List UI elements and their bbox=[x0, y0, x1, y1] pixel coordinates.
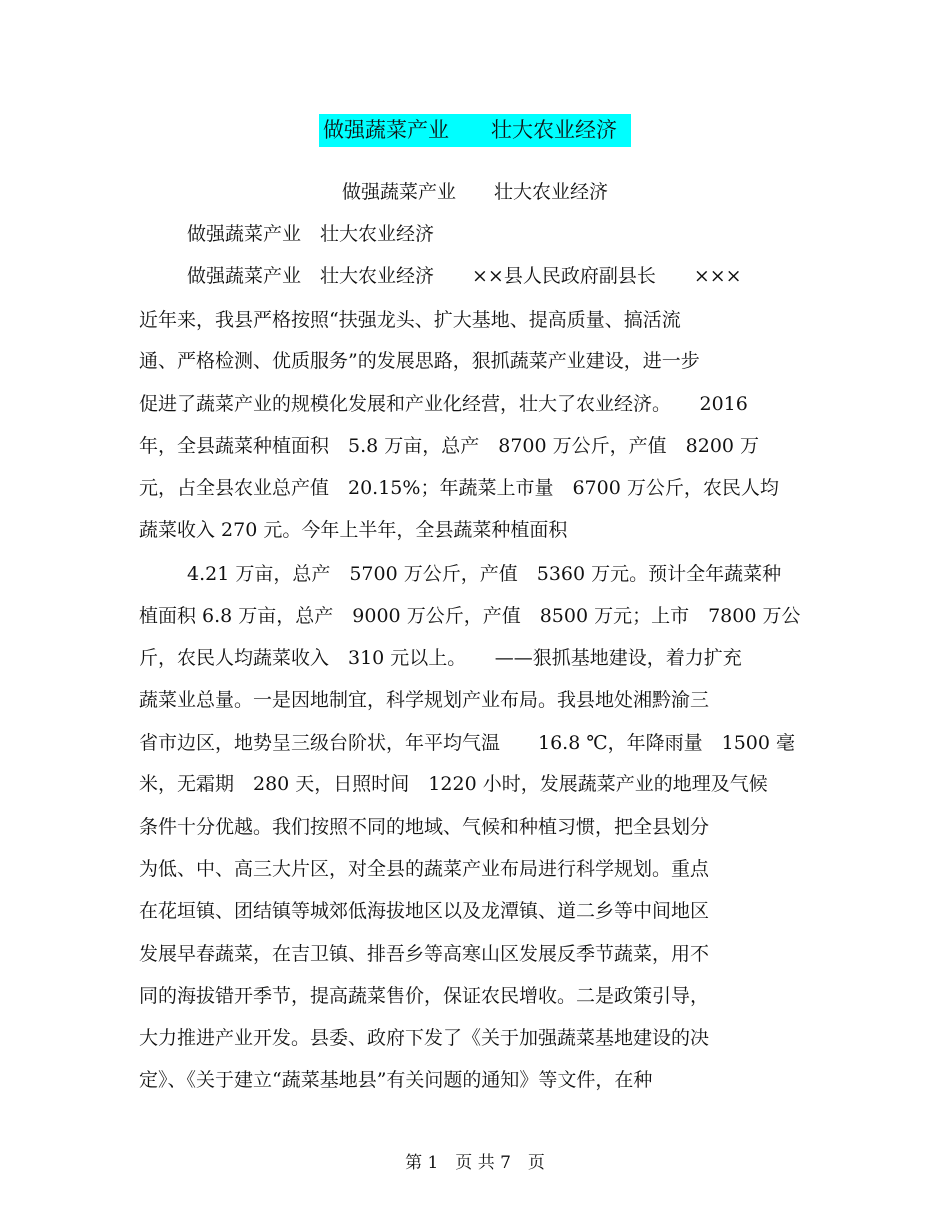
document-subtitle: 做强蔬菜产业 壮大农业经济 bbox=[341, 181, 608, 203]
body-line: 米，无霜期 280 天，日照时间 1220 小时，发展蔬菜产业的地理及气候 bbox=[139, 773, 768, 795]
document-title: 做强蔬菜产业 壮大农业经济 bbox=[319, 114, 631, 147]
body-line: 做强蔬菜产业 壮大农业经济 bbox=[187, 223, 435, 245]
body-line: 4.21 万亩，总产 5700 万公斤，产值 5360 万元。预计全年蔬菜种 bbox=[187, 563, 782, 585]
body-line: 为低、中、高三大片区，对全县的蔬菜产业布局进行科学规划。重点 bbox=[139, 858, 710, 880]
page-number-footer: 第 1 页 共 7 页 bbox=[405, 1153, 545, 1173]
body-line: 同的海拔错开季节，提高蔬菜售价，保证农民增收。二是政策引导， bbox=[139, 985, 710, 1007]
body-line: 大力推进产业开发。县委、政府下发了《关于加强蔬菜基地建设的决 bbox=[139, 1027, 710, 1049]
body-line: 定》、《关于建立“蔬菜基地县”有关问题的通知》等文件，在种 bbox=[139, 1069, 653, 1091]
body-line: 发展早春蔬菜，在吉卫镇、排吾乡等高寒山区发展反季节蔬菜，用不 bbox=[139, 943, 710, 965]
body-line: 省市边区，地势呈三级台阶状，年平均气温 16.8 ℃，年降雨量 1500 毫 bbox=[139, 732, 795, 754]
body-line: 在花垣镇、团结镇等城郊低海拔地区以及龙潭镇、道二乡等中间地区 bbox=[139, 900, 710, 922]
body-line: 通、严格检测、优质服务”的发展思路，狠抓蔬菜产业建设，进一步 bbox=[139, 350, 700, 372]
body-line: 蔬菜业总量。一是因地制宜，科学规划产业布局。我县地处湘黔渝三 bbox=[139, 689, 710, 711]
body-line: 年，全县蔬菜种植面积 5.8 万亩，总产 8700 万公斤，产值 8200 万 bbox=[139, 435, 760, 457]
body-line: 近年来，我县严格按照“扶强龙头、扩大基地、提高质量、搞活流 bbox=[139, 309, 681, 331]
body-line: 元，占全县农业总产值 20.15%；年蔬菜上市量 6700 万公斤，农民人均 bbox=[139, 477, 779, 499]
body-line: 促进了蔬菜产业的规模化发展和产业化经营，壮大了农业经济。 2016 bbox=[139, 393, 748, 415]
body-line: 做强蔬菜产业 壮大农业经济 ××县人民政府副县长 ××× bbox=[187, 265, 742, 287]
title-container bbox=[0, 114, 950, 147]
body-line: 蔬菜收入 270 元。今年上半年，全县蔬菜种植面积 bbox=[139, 519, 568, 541]
body-line: 斤，农民人均蔬菜收入 310 元以上。 ——狠抓基地建设，着力扩充 bbox=[139, 647, 742, 669]
body-line: 条件十分优越。我们按照不同的地域、气候和种植习惯，把全县划分 bbox=[139, 816, 710, 838]
body-line: 植面积 6.8 万亩，总产 9000 万公斤，产值 8500 万元；上市 7800 万公 bbox=[139, 605, 801, 627]
